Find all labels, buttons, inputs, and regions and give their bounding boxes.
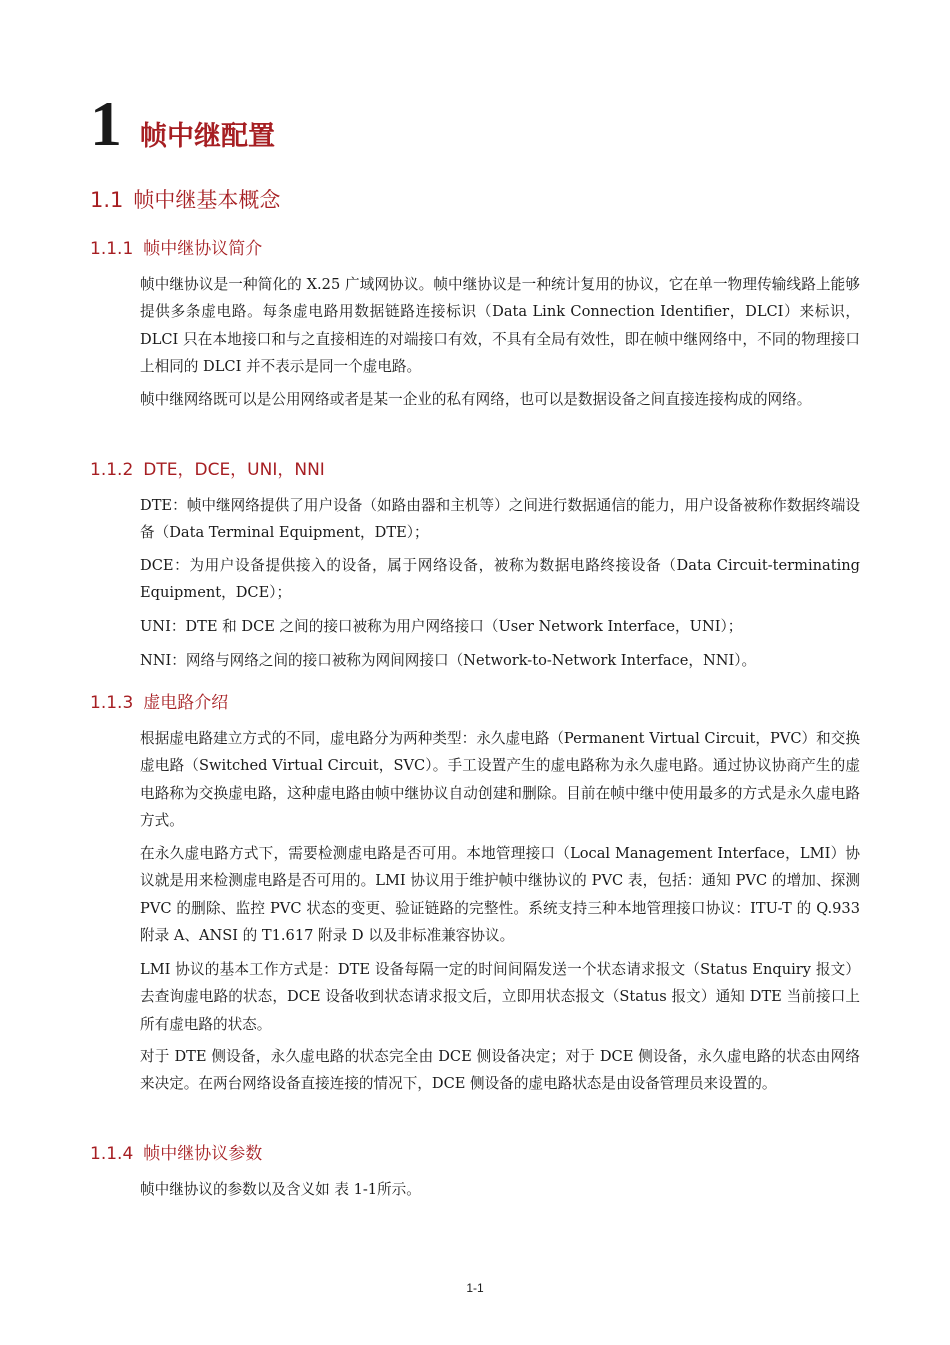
subsection-number: 1.1.4 bbox=[90, 1144, 134, 1164]
paragraph: 帧中继协议的参数以及含义如 表 1-1所示。 bbox=[140, 1181, 421, 1198]
paragraph: NNI：网络与网络之间的接口被称为网间网接口（Network-to-Network Interface，NNI）。 bbox=[140, 652, 757, 669]
paragraph: 在永久虚电路方式下，需要检测虚电路是否可用。本地管理接口（Local Management Interface，LMI）协议就是用来检测虚电路是否可用的。LMI 协议用于维护帧中继协议的 PVC 表，包括：通知 PVC 的增加、探测 PVC 的删除、监控 PVC 状态的变更、验证链路的完整性。系统支持三种本地管理接口协议：ITU-T 的 Q.933 附录 A、ANSI 的 T1.617 附录 D 以及非标准兼容协议。 bbox=[140, 845, 860, 944]
subsection-number: 1.1.2 bbox=[90, 460, 134, 480]
chapter-number: 1 bbox=[90, 88, 122, 159]
subsection-title: 帧中继协议参数 bbox=[143, 1144, 263, 1164]
paragraph: 根据虚电路建立方式的不同，虚电路分为两种类型：永久虚电路（Permanent Virtual Circuit，PVC）和交换虚电路（Switched Virtual Circuit，SVC）。手工设置产生的虚电路称为永久虚电路。通过协议协商产生的虚电路称为交换虚电路，这种虚电路由帧中继协议自动创建和删除。目前在帧中继中使用最多的方式是永久虚电路方式。 bbox=[140, 730, 860, 829]
paragraph: LMI 协议的基本工作方式是：DTE 设备每隔一定的时间间隔发送一个状态请求报文（Status Enquiry 报文）去查询虚电路的状态，DCE 设备收到状态请求报文后，立即用状态报文（Status 报文）通知 DTE 当前接口上所有虚电路的状态。 bbox=[140, 961, 860, 1033]
section-title: 帧中继基本概念 bbox=[133, 188, 281, 212]
paragraph: 帧中继协议是一种简化的 X.25 广域网协议。帧中继协议是一种统计复用的协议，它在单一物理传输线路上能够提供多条虚电路。每条虚电路用数据链路连接标识（Data Link Connection Identifier，DLCI）来标识，DLCI 只在本地接口和与之直接相连的对端接口有效，不具有全局有效性，即在帧中继网络中，不同的物理接口上相同的 DLCI 并不表示是同一个虚电路。 bbox=[140, 276, 860, 375]
paragraph: 对于 DTE 侧设备，永久虚电路的状态完全由 DCE 侧设备决定；对于 DCE 侧设备，永久虚电路的状态由网络来决定。在两台网络设备直接连接的情况下，DCE 侧设备的虚电路状态是由设备管理员来设置的。 bbox=[140, 1048, 860, 1093]
subsection-heading-1-1-1 bbox=[90, 237, 262, 261]
section-heading-1-1 bbox=[90, 186, 280, 214]
section-number: 1.1 bbox=[90, 188, 124, 212]
chapter-title: 帧中继配置 bbox=[140, 121, 275, 152]
paragraph: UNI：DTE 和 DCE 之间的接口被称为用户网络接口（User Network Interface，UNI）； bbox=[140, 618, 743, 635]
subsection-heading-1-1-3 bbox=[90, 691, 228, 715]
paragraph: DTE：帧中继网络提供了用户设备（如路由器和主机等）之间进行数据通信的能力，用户设备被称作数据终端设备（Data Terminal Equipment，DTE）； bbox=[140, 497, 860, 542]
page-number: 1-1 bbox=[466, 1281, 484, 1295]
subsection-heading-1-1-2 bbox=[90, 458, 325, 482]
subsection-number: 1.1.1 bbox=[90, 239, 134, 259]
subsection-title: 虚电路介绍 bbox=[143, 693, 229, 713]
subsection-heading-1-1-4 bbox=[90, 1142, 262, 1166]
chapter-heading bbox=[90, 88, 275, 159]
subsection-title: DTE，DCE，UNI，NNI bbox=[143, 460, 325, 480]
subsection-number: 1.1.3 bbox=[90, 693, 134, 713]
paragraph: 帧中继网络既可以是公用网络或者是某一企业的私有网络，也可以是数据设备之间直接连接构成的网络。 bbox=[140, 391, 812, 408]
subsection-title: 帧中继协议简介 bbox=[143, 239, 263, 259]
paragraph: DCE：为用户设备提供接入的设备，属于网络设备，被称为数据电路终接设备（Data Circuit-terminating Equipment，DCE）； bbox=[140, 557, 860, 602]
